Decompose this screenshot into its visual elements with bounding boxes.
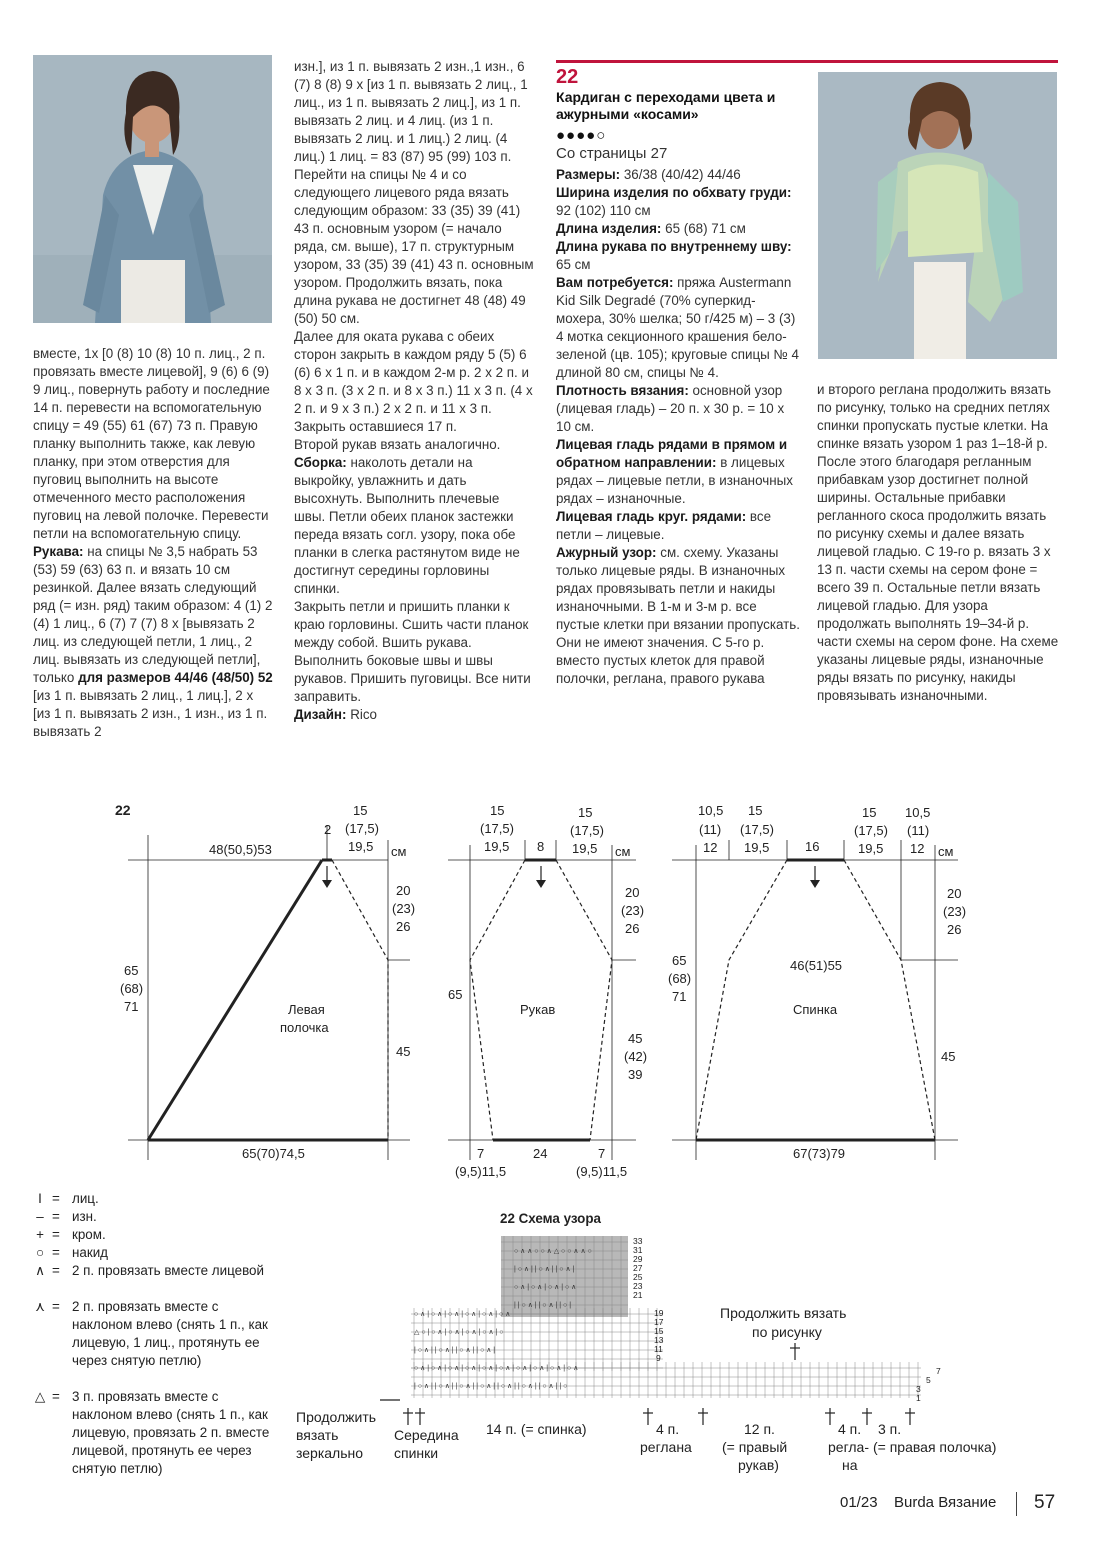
photo-blue-cardigan xyxy=(33,55,272,323)
k2tog-symbol-icon: ∧ xyxy=(35,1263,45,1278)
bk-b2: (17,5) xyxy=(740,822,774,837)
lf-side: 45 xyxy=(396,1044,411,1059)
col4-text: и второго реглана продолжить вязать по рисунку, только на средних петлях спинки пропускать пустые клетки. На спинке вязать узором 1 раз 1–18-й р. После этого благодаря регланным прибавкам узор достигнет полной ширины. Остальные прибавки регланного скоса продолжить вязать по рисунку схемы и далее вязать лицевой гладью. С 19-го р. вязать 3 х 13 п. части схемы на сером фоне = всего 39 п. Остальные петли вязать лицевой гладью. Для узора продолжать выполнять 19–34-й р. части схемы на сером фоне. На схеме указаны лицевые ряды, изнаночные ряды вязать по рисунку, накиды провязывать изнаночными. xyxy=(817,382,1059,703)
sl-top-right-1: 15 xyxy=(578,805,593,820)
bk-armhole-3: 26 xyxy=(947,922,962,937)
lf-height-1: 65 xyxy=(124,963,139,978)
bk-height-2: (68) xyxy=(668,971,692,986)
legend-item: – = изн. xyxy=(30,1208,290,1226)
lf-armhole-3: 26 xyxy=(396,919,411,934)
column-1 xyxy=(33,345,273,741)
row-7: 7 xyxy=(936,1366,941,1376)
design-heading: Дизайн: xyxy=(294,707,347,722)
row-13: 13 xyxy=(654,1335,664,1345)
photo-blue-cardigan-image xyxy=(33,55,272,323)
row-27: 27 xyxy=(633,1263,643,1273)
bk-height-3: 71 xyxy=(672,989,687,1004)
sl-top-left-1: 15 xyxy=(490,803,505,818)
left-front-piece xyxy=(120,803,415,1161)
lace-label: Ажурный узор: xyxy=(556,545,657,560)
row-19: 19 xyxy=(654,1308,664,1318)
lf-height-2: (68) xyxy=(120,981,144,996)
lf-neck-1: 15 xyxy=(353,803,368,818)
assembly-heading: Сборка: xyxy=(294,455,347,470)
design-text: Rico xyxy=(350,707,378,722)
legend-item: △ = 3 п. провязать вместе с наклоном влево (снять 1 п., как лицевую, провязать 2 п. вместе лицевой, протянуть ее через снятую петлю) xyxy=(30,1388,290,1478)
row-5: 5 xyxy=(926,1375,931,1385)
sleeve-length-value: 65 см xyxy=(556,257,591,272)
lf-armhole-2: (23) xyxy=(392,901,416,916)
lf-neck-3: 19,5 xyxy=(348,839,374,854)
knit-symbol-icon: I xyxy=(38,1191,42,1206)
lf-shoulder: 2 xyxy=(324,822,332,837)
continue-pattern-2: по рисунку xyxy=(752,1324,822,1340)
raglan-2-a: 4 п. xyxy=(838,1421,862,1437)
row-9: 9 xyxy=(656,1353,661,1363)
bk-d2: (11) xyxy=(907,823,930,838)
back-center-2: спинки xyxy=(394,1445,439,1461)
sleeve-length-label: Длина рукава по внутреннему шву: xyxy=(556,239,792,254)
svg-text:| | ○ ∧ | | ○ ∧ | | ○ |: | | ○ ∧ | | ○ ∧ | | ○ | xyxy=(514,1302,572,1309)
gauge-label: Плотность вязания: xyxy=(556,383,689,398)
legend-item: I = лиц. xyxy=(30,1190,290,1208)
lf-armhole-1: 20 xyxy=(396,883,411,898)
col2-text-3: Второй рукав вязать аналогично. xyxy=(294,437,501,452)
length-label: Длина изделия: xyxy=(556,221,662,236)
sl-name: Рукав xyxy=(520,1002,556,1017)
row-11: 11 xyxy=(654,1344,663,1354)
yarn-over-symbol-icon: ○ xyxy=(35,1245,45,1260)
column-2 xyxy=(294,58,534,724)
sl-cap-1: 20 xyxy=(625,885,640,900)
scheme-title: 22 Схема узора xyxy=(500,1211,601,1226)
width-label: Ширина изделия по обхвату груди: xyxy=(556,185,792,200)
sleeve-st-1: 12 п. xyxy=(744,1421,775,1437)
col2-text-4: Закрыть петли и пришить планки к краю горловины. Сшить части планок между собой. Вшить рукава. Выполнить боковые швы и швы рукавов. Пришить пуговицы. Все нити заправить. xyxy=(294,599,531,704)
row-23: 23 xyxy=(633,1281,643,1291)
legend-item: + = кром. xyxy=(30,1226,290,1244)
row-1: 1 xyxy=(916,1393,921,1403)
bk-armhole-2: (23) xyxy=(943,904,967,919)
column-3 xyxy=(556,68,801,688)
sl-bottom-right: 7 xyxy=(598,1146,606,1161)
legend-item: ∧ = 2 п. провязать вместе лицевой xyxy=(30,1262,290,1298)
sl-lower-3: 39 xyxy=(628,1067,643,1082)
bk-side: 45 xyxy=(941,1049,956,1064)
row-3: 3 xyxy=(916,1384,921,1394)
legend-item: ○ = накид xyxy=(30,1244,290,1262)
raglan-2-c: на xyxy=(842,1457,858,1473)
lf-name-2: полочка xyxy=(280,1020,329,1035)
col2-text-1: изн.], из 1 п. вывязать 2 изн.,1 изн., 6 (7) 8 (8) 9 х [из 1 п. вывязать 2 лиц., 1 лиц., из 1 п. вывязать 2 лиц.], из 1 п. вывязать 2 лиц. и 4 лиц. (из 1 п. вывязать 2 лиц. и 1 лиц.) 2 лиц. (4 лиц.) 1 лиц. = 83 (87) 95 (99) 103 п. Перейти на спицы № 4 и со следующего лицевого ряда вязать следующим образом: 33 (35) 39 (41) 43 п. основным узором (= начало ряда, см. выше), 17 п. структурным узором, 33 (35) 39 (41) 43 п. основным узором. Продолжить вязать, пока длина рукава не достигнет 48 (48) 49 (50) 50 см. xyxy=(294,59,534,326)
row-31: 31 xyxy=(633,1245,643,1255)
pattern-number: 22 xyxy=(556,66,579,88)
sl-bottom-mid: 24 xyxy=(533,1146,548,1161)
front-st-1: 3 п. xyxy=(878,1421,902,1437)
materials-label: Вам потребуется: xyxy=(556,275,674,290)
diagram-number: 22 xyxy=(115,802,131,818)
bk-c1: 15 xyxy=(862,805,877,820)
sl-cap-3: 26 xyxy=(625,921,640,936)
svg-text:| ○ ∧ | | ○ ∧ | | ○ ∧ |: | ○ ∧ | | ○ ∧ | | ○ ∧ | xyxy=(514,1266,575,1273)
sl-top-right-3: 19,5 xyxy=(572,841,598,856)
sizes-label: Размеры: xyxy=(556,167,621,182)
bk-name: Спинка xyxy=(793,1002,838,1017)
mirror-1: Продолжить xyxy=(296,1409,377,1425)
mirror-2: вязать xyxy=(296,1427,339,1443)
bk-b3: 19,5 xyxy=(744,840,770,855)
assembly-text: наколоть детали на выкройку, увлажнить и дать высохнуть. Выполнить плечевые швы. Петли обеих планок застежки переда вязать согл. узору, пока обе планки в слегка растянутом виде не достигнут середины горловины спинки. xyxy=(294,455,520,596)
sleeve-piece xyxy=(448,803,647,1179)
sl-length: 65 xyxy=(448,987,463,1002)
photo-green-cardigan-image xyxy=(818,72,1057,359)
bk-c2: (17,5) xyxy=(854,823,888,838)
legend-text: накид xyxy=(72,1245,108,1260)
footer-divider xyxy=(1016,1492,1017,1516)
stockinette-round-label: Лицевая гладь круг. рядами: xyxy=(556,509,747,524)
footer-magazine: Burda Вязание xyxy=(894,1494,997,1511)
col1-text: вместе, 1х [0 (8) 10 (8) 10 п. лиц., 2 п. провязать вместе лицевой], 9 (6) 6 (9) 9 лиц., повернуть работу и последние 14 п. перевести на вспомогательную спицу = 49 (55) 61 (67) 73 п. Правую планку выполнить также, как левую планку, при этом отверстия для пуговиц выполнить на высоте отмеченного место расположения пуговиц на левой полочке. Перевести петли на вспомогательную спицу. xyxy=(33,346,270,541)
sk2p-symbol-icon: △ xyxy=(34,1389,46,1404)
lf-unit: см xyxy=(391,844,407,859)
bk-a3: 12 xyxy=(703,840,718,855)
edge-symbol-icon: + xyxy=(36,1227,44,1242)
legend-item: ⋏ = 2 п. провязать вместе с наклоном влево (снять 1 п., как лицевую, 1 лиц., протянуть ее через снятую петлю) xyxy=(30,1298,290,1388)
legend-text: лиц. xyxy=(72,1191,99,1206)
pattern-title: Кардиган с переходами цвета и ажурными «косами» xyxy=(556,89,776,122)
bk-mid: 16 xyxy=(805,839,820,854)
sl-cap-2: (23) xyxy=(621,903,645,918)
sizes-value: 36/38 (40/42) 44/46 xyxy=(623,167,741,182)
back-stitches: 14 п. (= спинка) xyxy=(486,1421,587,1437)
header-accent-line xyxy=(556,60,1058,63)
mirror-3: зеркально xyxy=(296,1445,364,1461)
sizes-text: [из 1 п. вывязать 2 лиц., 1 лиц.], 2 х [из 1 п. вывязать 2 изн., 1 изн., из 1 п. вывязать 2 xyxy=(33,688,268,739)
bk-d1: 10,5 xyxy=(905,805,931,820)
bk-armhole-1: 20 xyxy=(947,886,962,901)
sl-lower-1: 45 xyxy=(628,1031,643,1046)
sl-top-mid: 8 xyxy=(537,839,545,854)
sl-top-right-2: (17,5) xyxy=(570,823,604,838)
sl-top-left-2: (17,5) xyxy=(480,821,514,836)
sl-top-left-3: 19,5 xyxy=(484,839,510,854)
row-25: 25 xyxy=(633,1272,643,1282)
footer-issue: 01/23 xyxy=(840,1494,878,1511)
row-15: 15 xyxy=(654,1326,664,1336)
svg-text:| ○ ∧ | | ○ ∧ | | ○ ∧ | | ○ ∧: | ○ ∧ | | ○ ∧ | | ○ ∧ | | ○ ∧ | xyxy=(414,1347,496,1354)
bk-c3: 19,5 xyxy=(858,841,884,856)
sleeve-text: на спицы № 3,5 набрать 53 (53) 59 (63) 63 п. и вязать 10 см резинкой. Далее вязать следующий ряд (= изн. ряд) таким образом: 4 (1) 2 (4) 1 лиц., 6 (7) 7 (7) 8 х [вывязать 2 лиц. из следующей петли, 1 лиц., 2 лиц. вывязать из следующей петли], только xyxy=(33,544,273,685)
lf-top-width: 48(50,5)53 xyxy=(209,842,272,857)
lf-height-3: 71 xyxy=(124,999,139,1014)
stockinette-round-value: все петли – лицевые. xyxy=(556,509,772,542)
row-21: 21 xyxy=(633,1290,643,1300)
purl-symbol-icon: – xyxy=(36,1209,44,1224)
bk-height-1: 65 xyxy=(672,953,687,968)
bk-b1: 15 xyxy=(748,803,763,818)
symbol-legend xyxy=(30,1190,290,1480)
lf-neck-2: (17,5) xyxy=(345,821,379,836)
difficulty-dots: ●●●●○ xyxy=(556,127,607,144)
legend-text: 2 п. провязать вместе с наклоном влево (снять 1 п., как лицевую, 1 лиц., протянуть ее через снятую петлю) xyxy=(72,1299,268,1368)
gauge-value: основной узор (лицевая гладь) – 20 п. х 30 р. = 10 х 10 см. xyxy=(556,383,785,434)
pattern-scheme xyxy=(280,1205,1050,1490)
sleeve-heading: Рукава: xyxy=(33,544,84,559)
bk-d3: 12 xyxy=(910,841,925,856)
front-st-2: (= правая полочка) xyxy=(873,1439,997,1455)
row-29: 29 xyxy=(633,1254,643,1264)
raglan-1-b: реглана xyxy=(640,1439,692,1455)
svg-text:| ○ ∧ | | ○ ∧ | | ○ ∧ | | ○ ∧: | ○ ∧ | | ○ ∧ | | ○ ∧ | | ○ ∧ | | ○ ∧ | | ○ ∧ | | ○ ∧ | | ○ xyxy=(414,1383,568,1390)
legend-text: кром. xyxy=(72,1227,106,1242)
svg-text:○ ∧ | ○ ∧ | ○ ∧ | ○ ∧: ○ ∧ | ○ ∧ | ○ ∧ | ○ ∧ xyxy=(514,1284,577,1291)
col2-text-2: Далее для оката рукава с обеих сторон закрыть в каждом ряду 5 (5) 6 (6) 6 х 1 п. и в каждом 2-м р. 2 х 2 п. и 8 х 3 п. (3 х 2 п. и 8 х 3 п.) 11 х 3 п. (4 х 2 п. и 9 х 3 п.) 2 х 2 п. и 11 х 3 п. Закрыть оставшиеся 17 п. xyxy=(294,329,533,434)
row-33: 33 xyxy=(633,1236,643,1246)
from-page: Со страницы 27 xyxy=(556,145,668,162)
page-footer xyxy=(840,1492,1070,1516)
bk-unit: см xyxy=(938,844,954,859)
materials-value: пряжа Austermann Kid Silk Degradé (70% суперкид-мохера, 30% шелка; 50 г/425 м) – 3 (3) 4 мотка секционного крашения бело-зеленой (цв. 105); круговые спицы № 4 длиной 80 см, спицы № 4. xyxy=(556,275,799,380)
legend-text: изн. xyxy=(72,1209,97,1224)
photo-green-cardigan xyxy=(818,72,1057,359)
raglan-1-a: 4 п. xyxy=(656,1421,680,1437)
sl-bottom-left: 7 xyxy=(477,1146,485,1161)
bk-a1: 10,5 xyxy=(698,803,724,818)
back-center-1: Середина xyxy=(394,1427,459,1443)
stockinette-flat-value: в лицевых рядах – лицевые петли, в изнаночных рядах – изнаночные. xyxy=(556,455,793,506)
page-number: 57 xyxy=(1034,1492,1056,1513)
sl-bottom-left-2: (9,5)11,5 xyxy=(455,1164,507,1179)
svg-text:○ ∧ ∧ ○ ○ ∧ △ ○ ○ ∧ ∧ ○: ○ ∧ ∧ ○ ○ ∧ △ ○ ○ ∧ ∧ ○ xyxy=(514,1248,592,1255)
legend-text: 2 п. провязать вместе лицевой xyxy=(72,1263,264,1278)
sl-lower-2: (42) xyxy=(624,1049,648,1064)
legend-text: 3 п. провязать вместе с наклоном влево (снять 1 п., как лицевую, провязать 2 п. вместе лицевой, протянуть ее через снятую петлю) xyxy=(72,1389,270,1476)
sleeve-st-3: рукав) xyxy=(738,1457,779,1473)
row-17: 17 xyxy=(654,1317,664,1327)
length-value: 65 (68) 71 см xyxy=(665,221,746,236)
bk-a2: (11) xyxy=(699,822,722,837)
ssk-symbol-icon: ⋏ xyxy=(35,1299,45,1314)
lf-bottom: 65(70)74,5 xyxy=(242,1146,305,1161)
sizes-heading: для размеров 44/46 (48/50) 52 xyxy=(78,670,273,685)
svg-text:○ ∧ | ○ ∧ | ○ ∧ | ○ ∧ | ○ ∧ |: ○ ∧ | ○ ∧ | ○ ∧ | ○ ∧ | ○ ∧ | ○ ∧ xyxy=(414,1311,511,1318)
svg-text:△ ○ | ○ ∧ | ○ ∧ | ○ ∧ | ○ ∧ |: △ ○ | ○ ∧ | ○ ∧ | ○ ∧ | ○ ∧ | ○ xyxy=(414,1329,504,1336)
continue-pattern-1: Продолжить вязать xyxy=(720,1305,847,1321)
column-4 xyxy=(817,381,1059,705)
bk-width: 46(51)55 xyxy=(790,958,843,973)
svg-text:○ ∧ | ○ ∧ | ○ ∧ | ○ ∧ | ○ ∧ |: ○ ∧ | ○ ∧ | ○ ∧ | ○ ∧ | ○ ∧ | ○ ∧ | ○ ∧ | ○ ∧ | ○ ∧ | ○ ∧ xyxy=(414,1365,579,1372)
bk-bottom: 67(73)79 xyxy=(793,1146,846,1161)
sl-unit: см xyxy=(615,844,631,859)
sleeve-st-2: (= правый xyxy=(722,1439,788,1455)
raglan-2-b: регла- xyxy=(828,1439,869,1455)
width-value: 92 (102) 110 см xyxy=(556,203,651,218)
sl-bottom-right-2: (9,5)11,5 xyxy=(576,1164,628,1179)
lf-name-1: Левая xyxy=(288,1002,325,1017)
lace-value: см. схему. Указаны только лицевые ряды. В изнаночных рядах провязывать петли и накиды изнаночными. В 1-м и 3-м р. все пустые клетки при вязании пропускать. Они не имеют значения. С 5-го р. вместо пустых клеток для правой полочки, реглана, правого рукава xyxy=(556,545,800,686)
back-piece xyxy=(668,803,966,1161)
stockinette-flat-label: Лицевая гладь рядами в прямом и обратном направлении: xyxy=(556,437,788,470)
schematic-diagrams xyxy=(0,795,1100,1185)
